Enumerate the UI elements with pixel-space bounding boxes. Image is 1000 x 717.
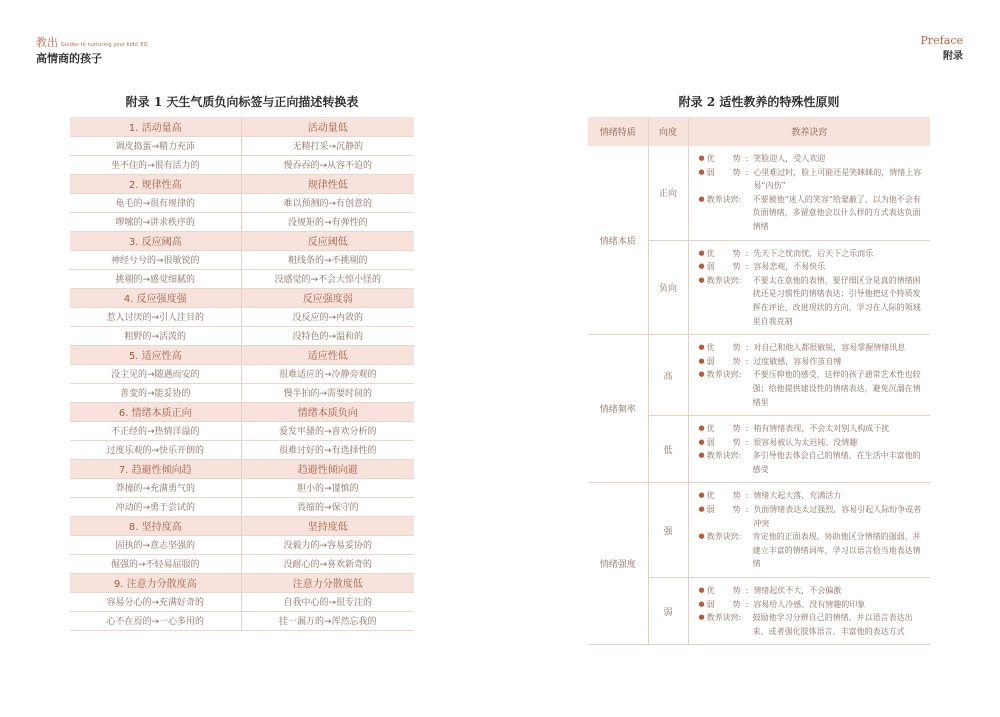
- tip-text: 鼓励他学习分辨自己的情绪，并以语言表达出来，或者强化肢体语言，丰富他的表达方式: [752, 613, 913, 636]
- tip-label: 优 势:: [706, 343, 754, 353]
- cell-low: 难以预测的→有创意的: [241, 193, 414, 212]
- trait-cell: 情绪频率: [588, 335, 648, 483]
- section-zh: 附录: [943, 51, 963, 62]
- cell-high: 神经兮兮的→很敏锐的: [70, 250, 241, 269]
- tip-text: 情绪起伏不大，不会偏激: [753, 586, 842, 596]
- tip-label: 教养诀窍:: [706, 613, 742, 623]
- cell-high: 5. 适应性高: [70, 345, 241, 364]
- cell-low: 没感觉的→不会大惊小怪的: [241, 269, 414, 288]
- cell-high: 坐不住的→很有活力的: [70, 155, 241, 174]
- table-row: [70, 383, 414, 402]
- cell-high: 2. 规律性高: [70, 174, 241, 193]
- tip-entry: [699, 422, 925, 436]
- cell-low: 粗线条的→不挑剔的: [241, 250, 414, 269]
- cell-low: 没特色的→温和的: [241, 326, 414, 345]
- tip-label: 弱 势:: [706, 599, 754, 609]
- bullet-icon: ●: [698, 275, 705, 284]
- cell-low: 规律性低: [241, 174, 414, 193]
- appendix2-title: 附录 2 适性教养的特殊性原则: [678, 95, 840, 109]
- tip-label: 弱 势:: [706, 505, 754, 515]
- cell-low: 注意力分散度低: [241, 573, 414, 592]
- tip-entry: [699, 355, 925, 369]
- bullet-icon: ●: [698, 491, 705, 500]
- category-header-row: [70, 402, 414, 421]
- tip-label: 弱 势:: [706, 437, 754, 447]
- section-en: Preface: [920, 34, 963, 47]
- cell-low: 慢半拍的→需要时间的: [241, 383, 414, 402]
- cell-low: 挂一漏万的→浑然忘我的: [241, 611, 414, 630]
- table-row: [70, 554, 414, 573]
- bullet-icon: ●: [698, 248, 705, 257]
- cell-low: 胆小的→谨慎的: [241, 478, 414, 497]
- tip-entry: [699, 341, 925, 355]
- tip-entry: [699, 449, 925, 476]
- tip-label: 教养诀窍:: [706, 532, 742, 542]
- table-row: [588, 335, 930, 416]
- tip-label: 弱 势:: [706, 167, 754, 177]
- cell-high: 粗野的→活泼的: [70, 326, 241, 345]
- tip-entry: [699, 274, 925, 328]
- tip-entry: [699, 368, 925, 409]
- tip-text: 肯定他的正面表现，协助他区分情绪的强弱，并建立丰富的情绪词库，学习以语言恰当地表达情绪: [752, 532, 921, 569]
- table-row: [70, 212, 414, 231]
- column-header-trait: 情绪特质: [588, 117, 648, 146]
- tip-label: 教养诀窍:: [706, 275, 742, 285]
- table-row: [70, 535, 414, 554]
- cell-low: 畏缩的→保守的: [241, 497, 414, 516]
- cell-low: 爱发牢骚的→喜欢分析的: [241, 421, 414, 440]
- appendix2-header-row: [588, 117, 930, 146]
- cell-high: 过度乐观的→快乐开朗的: [70, 440, 241, 459]
- column-header-tips: 教养诀窍: [688, 117, 930, 146]
- table-row: [70, 364, 414, 383]
- cell-low: 坚持度低: [241, 516, 414, 535]
- cell-low: 反应阈低: [241, 231, 414, 250]
- tip-entry: [699, 436, 925, 450]
- tip-text: 不要太在意他的表情，要仔细区分是真的情绪困扰还是习惯性的情绪表达；引导他把这个特质发挥在评论、改进现状的方向，学习在人际的领域里自我克制: [752, 275, 921, 326]
- tip-text: 笑脸迎人，受人欢迎: [753, 154, 826, 163]
- cell-low: 很难讨好的→有选择性的: [241, 440, 414, 459]
- tip-label: 优 势:: [706, 154, 754, 163]
- column-header-direction: 向度: [648, 117, 688, 146]
- running-header-right: [921, 34, 963, 62]
- bullet-icon: ●: [698, 424, 705, 433]
- appendix1-title: 附录 1 天生气质负向标签与正向描述转换表: [125, 95, 359, 109]
- bullet-icon: ●: [698, 343, 705, 352]
- tip-text: 容易悲观，不易快乐: [753, 262, 826, 272]
- tip-text: 很容易被认为太迟钝、没情趣: [753, 437, 858, 447]
- table-row: [70, 478, 414, 497]
- cell-high: 冲动的→勇于尝试的: [70, 497, 241, 516]
- category-header-row: [70, 345, 414, 364]
- bullet-icon: ●: [698, 356, 705, 365]
- cell-low: 没规矩的→有弹性的: [241, 212, 414, 231]
- tip-entry: [699, 489, 925, 503]
- bullet-icon: ●: [698, 194, 705, 203]
- cell-high: 没主见的→随遇而安的: [70, 364, 241, 383]
- cell-high: 不正经的→热情洋溢的: [70, 421, 241, 440]
- appendix1-table: [70, 117, 414, 631]
- direction-cell: 正向: [648, 146, 688, 240]
- appendix2-table: [588, 117, 930, 645]
- direction-cell: 负向: [648, 240, 688, 335]
- tip-label: 弱 势:: [706, 356, 754, 366]
- cell-high: 心不在焉的→一心多用的: [70, 611, 241, 630]
- cell-low: 没毅力的→容易妥协的: [241, 535, 414, 554]
- cell-high: 3. 反应阈高: [70, 231, 241, 250]
- cell-low: 活动量低: [241, 117, 414, 136]
- cell-low: 趋避性倾向避: [241, 459, 414, 478]
- tip-label: 弱 势:: [706, 262, 754, 272]
- cell-low: 无精打采→沉静的: [241, 136, 414, 155]
- tip-text: 情绪大起大落，充满活力: [753, 491, 842, 501]
- tip-label: 优 势:: [706, 424, 754, 434]
- cell-low: 没反应的→内敛的: [241, 307, 414, 326]
- table-row: [70, 193, 414, 212]
- category-header-row: [70, 459, 414, 478]
- table-row: [70, 421, 414, 440]
- table-row: [588, 146, 930, 240]
- tip-entry: [699, 247, 925, 261]
- cell-high: 7. 趋避性倾向趋: [70, 459, 241, 478]
- tip-entry: [699, 152, 925, 166]
- tip-label: 教养诀窍:: [706, 370, 742, 380]
- bullet-icon: ●: [698, 370, 705, 379]
- category-header-row: [70, 288, 414, 307]
- cell-high: 1. 活动量高: [70, 117, 241, 136]
- category-header-row: [70, 174, 414, 193]
- bullet-icon: ●: [698, 613, 705, 622]
- tip-text: 容易给人冷感、没有情趣的印象: [753, 599, 866, 609]
- running-header-left: [36, 34, 148, 66]
- tip-label: 优 势:: [706, 248, 754, 258]
- cell-high: 挑剔的→感觉细腻的: [70, 269, 241, 288]
- tips-cell: [688, 416, 930, 483]
- cell-high: 9. 注意力分散度高: [70, 573, 241, 592]
- tip-text: 负面情绪表达太过强烈，容易引起人际纷争或者冲突: [753, 505, 922, 528]
- cell-low: 情绪本质负向: [241, 402, 414, 421]
- cell-high: 6. 情绪本质正向: [70, 402, 241, 421]
- cell-low: 很难适应的→冷静旁观的: [241, 364, 414, 383]
- table-row: [70, 611, 414, 630]
- tips-cell: [688, 146, 930, 240]
- category-header-row: [70, 117, 414, 136]
- tip-entry: [699, 598, 925, 612]
- table-row: [70, 440, 414, 459]
- tip-text: 多引导他去体会自己的情绪，在生活中丰富他的感受: [752, 451, 921, 474]
- tip-text: 先天下之忧而忧，后天下之乐而乐: [753, 248, 874, 258]
- cell-high: 善变的→能妥协的: [70, 383, 241, 402]
- brand-line: [36, 34, 148, 50]
- book-title: 高情商的孩子: [36, 52, 102, 65]
- tips-cell: [688, 240, 930, 335]
- cell-high: 惹人讨厌的→引人注目的: [70, 307, 241, 326]
- table-row: [588, 483, 930, 578]
- cell-low: 适应性低: [241, 345, 414, 364]
- tips-cell: [688, 483, 930, 578]
- tip-text: 心里难过时，脸上可能还是笑眯眯的，情绪上容易“内伤”: [753, 167, 922, 191]
- category-header-row: [70, 573, 414, 592]
- bullet-icon: ●: [698, 586, 705, 595]
- direction-cell: 高: [648, 335, 688, 416]
- cell-high: 固执的→意志坚强的: [70, 535, 241, 554]
- cell-high: 莽撞的→充满勇气的: [70, 478, 241, 497]
- table-row: [70, 497, 414, 516]
- bullet-icon: ●: [698, 451, 705, 460]
- cell-high: 倔强的→不轻易屈服的: [70, 554, 241, 573]
- tip-entry: [699, 166, 925, 193]
- brand-subtitle-en: Guides to nurturing your kids' EQ: [61, 42, 148, 48]
- tip-text: 对自己和他人都很敏锐，容易掌握情绪讯息: [753, 343, 906, 353]
- category-header-row: [70, 516, 414, 535]
- table-row: [70, 307, 414, 326]
- tip-entry: [699, 530, 925, 571]
- tip-text: 稍有情绪表现，不会太对别人构成干扰: [753, 424, 890, 434]
- table-row: [70, 326, 414, 345]
- table-row: [70, 269, 414, 288]
- cell-high: 8. 坚持度高: [70, 516, 241, 535]
- cell-high: 啰嗦的→讲求秩序的: [70, 212, 241, 231]
- cell-low: 自我中心的→很专注的: [241, 592, 414, 611]
- category-header-row: [70, 231, 414, 250]
- bullet-icon: ●: [698, 437, 705, 446]
- table-row: [70, 136, 414, 155]
- tip-entry: [699, 260, 925, 274]
- tip-text: 不要被他“迷人的笑容”给蒙蔽了，以为他不会有负面情绪，多留意他会以什么样的方式表达负面情绪: [752, 194, 921, 231]
- cell-low: 没耐心的→喜欢新奇的: [241, 554, 414, 573]
- cell-low: 反应强度弱: [241, 288, 414, 307]
- tip-entry: [699, 193, 925, 234]
- tip-text: 不要压抑他的感受，这样的孩子通常艺术性也较强；给他提供建设性的情绪表达，避免沉溺在情绪里: [752, 370, 921, 407]
- cell-low: 慢吞吞的→从容不迫的: [241, 155, 414, 174]
- brand-text: 教出: [36, 36, 58, 49]
- tip-label: 教养诀窍:: [706, 451, 742, 461]
- direction-cell: 低: [648, 416, 688, 483]
- cell-high: 4. 反应强度强: [70, 288, 241, 307]
- bullet-icon: ●: [698, 532, 705, 541]
- bullet-icon: ●: [698, 262, 705, 271]
- tip-text: 过度敏感，容易作茧自缚: [753, 356, 842, 366]
- tip-entry: [699, 503, 925, 530]
- table-row: [70, 250, 414, 269]
- table-row: [70, 592, 414, 611]
- trait-cell: 情绪强度: [588, 483, 648, 645]
- tip-entry: [699, 584, 925, 598]
- direction-cell: 强: [648, 483, 688, 578]
- tips-cell: [688, 335, 930, 416]
- bullet-icon: ●: [698, 154, 705, 162]
- bullet-icon: ●: [698, 167, 705, 176]
- bullet-icon: ●: [698, 599, 705, 608]
- direction-cell: 弱: [648, 578, 688, 645]
- tip-entry: [699, 611, 925, 638]
- tip-label: 教养诀窍:: [706, 194, 742, 204]
- cell-high: 调皮捣蛋→精力充沛: [70, 136, 241, 155]
- bullet-icon: ●: [698, 505, 705, 514]
- table-row: [70, 155, 414, 174]
- tip-label: 优 势:: [706, 491, 754, 501]
- trait-cell: 情绪本质: [588, 146, 648, 335]
- tip-label: 优 势:: [706, 586, 754, 596]
- cell-high: 龟毛的→很有规律的: [70, 193, 241, 212]
- cell-high: 容易分心的→充满好奇的: [70, 592, 241, 611]
- tips-cell: [688, 578, 930, 645]
